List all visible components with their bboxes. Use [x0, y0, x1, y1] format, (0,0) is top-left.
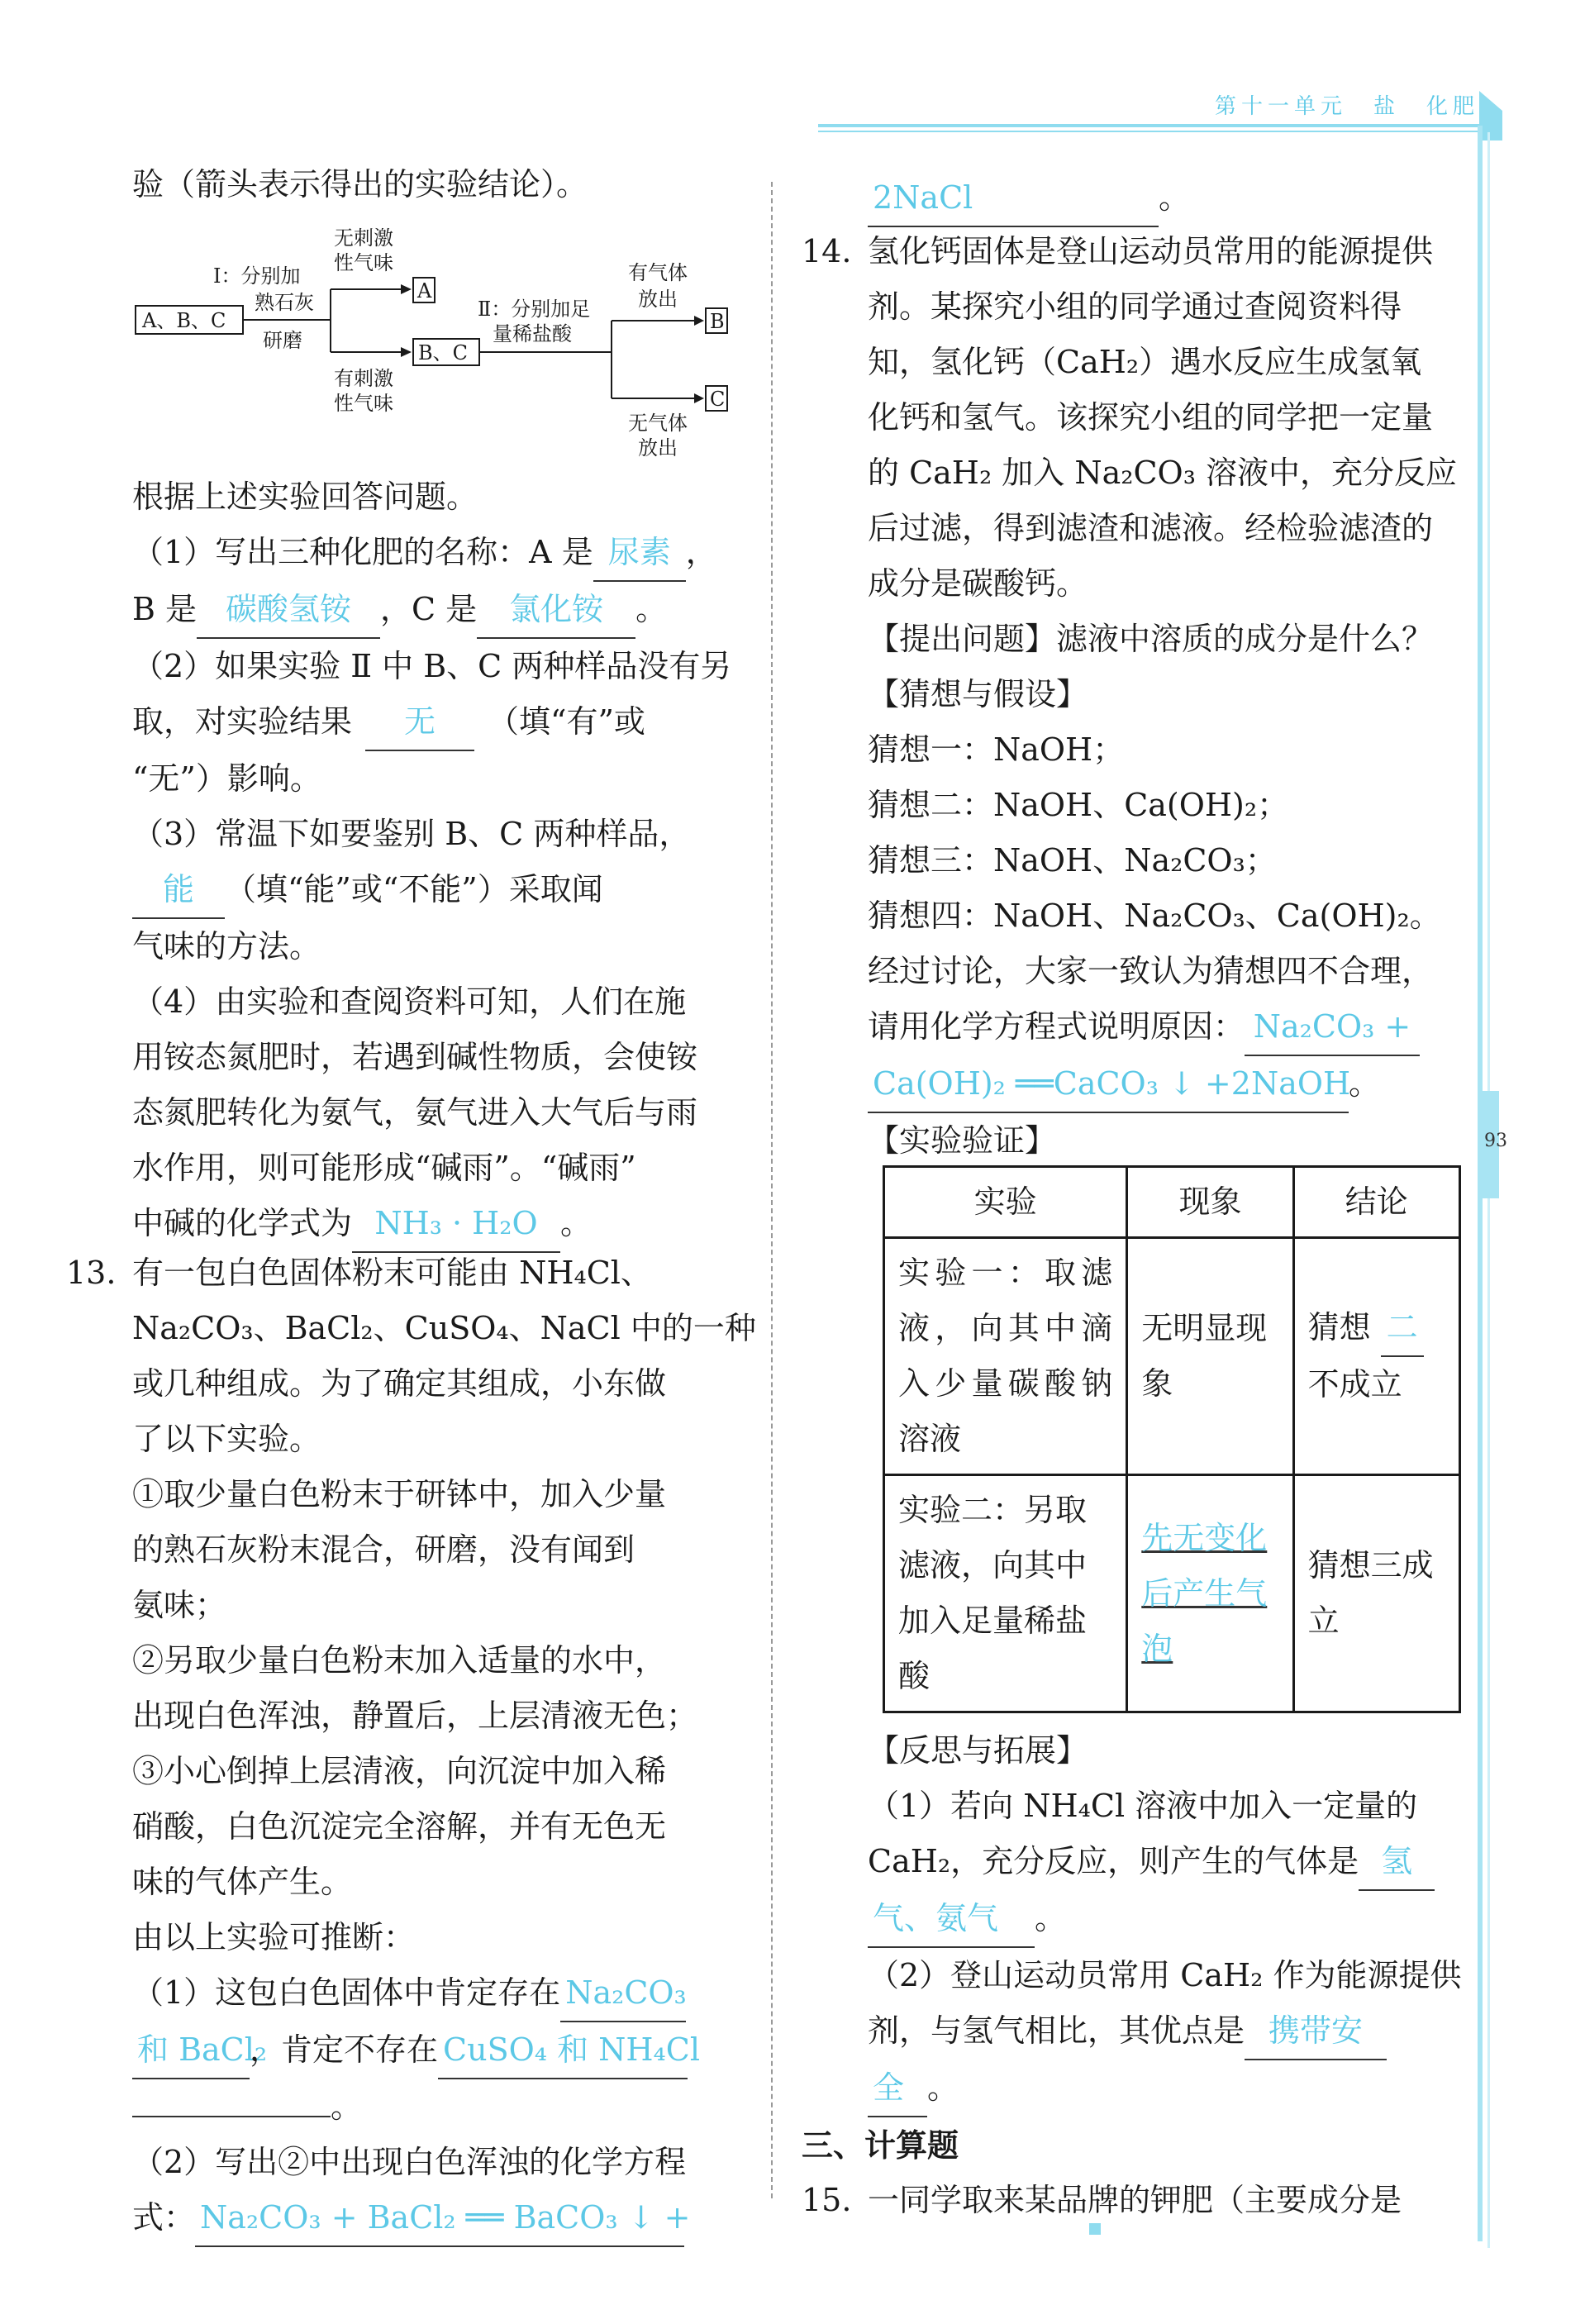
q3-line-a: （3）常温下如要鉴别 B、C 两种样品，: [132, 816, 691, 852]
step1-label-c: 研磨: [263, 329, 302, 352]
infer-line: 由以上实验可推断：: [132, 1919, 416, 1955]
q15-line-a: [802, 2173, 1479, 2228]
q14-line-c: 知，氢化钙（CaH₂）遇水反应生成氢氧: [868, 344, 1422, 380]
q3-answer: 能: [132, 862, 225, 919]
q2-text-b: 取，对实验结果: [132, 703, 353, 740]
row1-conclusion-text-a: 猜想: [1307, 1309, 1371, 1345]
discussion-answer-b: Ca(OH)₂ ══CaCO₃ ↓ +2NaOH: [868, 1056, 1349, 1113]
box-b-label: B: [710, 310, 725, 333]
q14-line-e: 的 CaH₂ 加入 Na₂CO₃ 溶液中，充分反应: [868, 455, 1458, 491]
gas-no-b: 放出: [638, 436, 678, 460]
reflect-heading: 【反思与拓展】: [868, 1732, 1088, 1769]
header-rule: [818, 124, 1481, 127]
gas-yes-b: 放出: [638, 288, 678, 311]
q13-line-b: Na₂CO₃、BaCl₂、CuSO₄、NaCl 中的一种: [132, 1310, 756, 1346]
step1-label-b: 熟石灰: [255, 291, 314, 314]
page-number: 93: [1484, 1131, 1507, 1151]
ask-heading: 【提出问题】滤液中溶质的成分是什么？: [868, 621, 1434, 657]
header-conclusion: 结论: [1293, 1167, 1459, 1238]
experiment-flow-diagram: [132, 223, 744, 463]
q15-text-a: 一同学取来某品牌的钾肥（主要成分是: [868, 2182, 1402, 2218]
unit-header: 第十一单元 盐 化肥: [1215, 94, 1480, 119]
q4-line-b: 用铵态氮肥时，若遇到碱性物质，会使铵: [132, 1039, 698, 1075]
p1-text-b: ，肯定不存在: [250, 2031, 439, 2068]
reflect1-line-b: [802, 1834, 1479, 1891]
reflect2-line-a: （2）登山运动员常用 CaH₂ 作为能源提供: [868, 1957, 1462, 1993]
header-rule-thin: [818, 131, 1481, 132]
reflect1-line-a: （1）若向 NH₄Cl 溶液中加入一定量的: [868, 1788, 1418, 1824]
step3-line-b: 硝酸，白色沉淀完全溶解，并有无色无: [132, 1808, 667, 1845]
row1-conclusion-answer: 二: [1381, 1300, 1424, 1357]
row2-conclusion: 猜想三成立: [1293, 1475, 1459, 1712]
smell-none-a: 无刺激: [334, 226, 393, 250]
q1-answer-c: 氯化铵: [477, 582, 635, 639]
p1-answer-c: CuSO₄ 和 NH₄Cl: [438, 2022, 688, 2079]
q14-line-a: [802, 224, 1479, 279]
q2-answer: 无: [365, 694, 474, 751]
step1-line-b: 的熟石灰粉末混合，研磨，没有闻到: [132, 1531, 635, 1568]
intro-line: 验（箭头表示得出的实验结论）。: [132, 166, 588, 202]
p2-text-b: 式：: [132, 2199, 196, 2236]
q4-line-d: 水作用，则可能形成“碱雨”。“碱雨”: [132, 1150, 636, 1186]
guess-4: 猜想四：NaOH、Na₂CO₃、Ca(OH)₂。: [868, 898, 1441, 934]
q4-text-e: 中碱的化学式为: [132, 1205, 353, 1241]
reflect1-answer-a: 氢: [1359, 1834, 1435, 1891]
step2-label-b: 量稀盐酸: [493, 322, 572, 345]
step1-line-c: 氨味；: [132, 1587, 227, 1623]
discussion-answer-a: Na₂CO₃ +: [1245, 999, 1420, 1056]
continued-answer: 2NaCl: [868, 170, 1159, 227]
p2-line-a: （2）写出②中出现白色浑浊的化学方程: [132, 2144, 687, 2180]
p1-answer-b: 和 BaCl₂: [132, 2022, 250, 2079]
discussion-line-a: 经过讨论，大家一致认为猜想四不合理，: [868, 953, 1434, 989]
right-column-top: [868, 170, 1479, 227]
q13-text-a: 有一包白色固体粉末可能由 NH₄Cl、: [132, 1255, 652, 1291]
q2-line-d: “无”）影响。: [132, 760, 321, 797]
q2-line-a: （2）如果实验 Ⅱ 中 B、C 两种样品没有另: [132, 648, 732, 684]
q3-line-b: [132, 862, 732, 919]
row1-experiment: 实验一：取滤液，向其中滴入少量碳酸钠溶液: [884, 1238, 1127, 1475]
gas-no-a: 无气体: [628, 412, 688, 435]
p1-answer-a: Na₂CO₃: [560, 1965, 686, 2022]
p1-line-a: [66, 1965, 732, 2022]
reflection-section: [802, 1723, 1479, 2228]
q1-text-a: （1）写出三种化肥的名称：A 是: [132, 534, 593, 570]
q3-line-c: 气味的方法。: [132, 928, 321, 964]
q3-text-b: （填“能”或“不能”）采取闻: [225, 871, 603, 907]
reflect1-line-c: 气、氨气 。: [802, 1891, 1479, 1948]
q1-answer-b: 碳酸氢铵: [197, 582, 380, 639]
reflect2-answer-a: 携带安: [1245, 2003, 1387, 2060]
row1-conclusion-text-b: 不成立: [1307, 1366, 1402, 1402]
q1-line-a: （1）写出三种化肥的名称：A 是 尿素 ，: [132, 525, 732, 582]
step2-label-a: Ⅱ：分别加足: [478, 298, 591, 321]
row1-phenomenon: 无明显现象: [1127, 1238, 1293, 1475]
box-abc-label: A、B、C: [142, 309, 226, 332]
step1-line-a: ①取少量白色粉末于研钵中，加入少量: [132, 1476, 667, 1512]
step1-label-a: Ⅰ：分别加: [213, 264, 301, 288]
q2-text-c: （填“有”或: [488, 703, 645, 740]
p1-text-a: （1）这包白色固体中肯定存在: [132, 1974, 561, 2011]
q15-number: 15.: [802, 2182, 852, 2218]
reflect2-line-b: [802, 2003, 1479, 2060]
smell-yes-a: 有刺激: [334, 367, 393, 390]
q4-line-a: （4）由实验和查阅资料可知，人们在施: [132, 983, 687, 1020]
q14-line-f: 后过滤，得到滤渣和滤液。经检验滤渣的: [868, 510, 1434, 546]
experiment-table: [883, 1165, 1461, 1713]
guess-1: 猜想一：NaOH；: [868, 731, 1125, 768]
header-phenomenon: 现象: [1127, 1167, 1293, 1238]
q14-line-g: 成分是碳酸钙。: [868, 565, 1088, 602]
experiment-table-wrap: [868, 1165, 1479, 1713]
smell-yes-b: 性气味: [334, 392, 393, 415]
box-c-label: C: [710, 388, 726, 411]
column-divider: [771, 182, 773, 2198]
q13-line-d: 了以下实验。: [132, 1421, 321, 1457]
q13-line-a: [66, 1245, 732, 1301]
smell-none-b: 性气味: [334, 251, 393, 274]
step3-line-c: 味的气体产生。: [132, 1864, 353, 1900]
reflect1-answer-b: 气、氨气: [868, 1891, 1035, 1948]
box-a-label: A: [417, 279, 432, 302]
corner-tab: [1479, 91, 1502, 140]
q4-line-e: 中碱的化学式为 NH₃ · H₂O 。: [132, 1196, 732, 1253]
p2-answer: Na₂CO₃ + BaCl₂ ══ BaCO₃ ↓ +: [195, 2190, 684, 2247]
step2-line-b: 出现白色浑浊，静置后，上层清液无色；: [132, 1698, 698, 1734]
q1-line-b: B 是 碳酸氢铵 ，C 是 氯化铵 。: [132, 582, 732, 639]
discussion-line-c: Ca(OH)₂ ══CaCO₃ ↓ +2NaOH。: [802, 1056, 1479, 1113]
p1-line-c: 。: [66, 2079, 732, 2135]
continued-answer-line: 2NaCl 。: [868, 170, 1479, 227]
left-column: [132, 157, 732, 212]
question-13: [66, 1245, 756, 2247]
discussion-text-b: 请用化学方程式说明原因：: [868, 1008, 1245, 1045]
table-row: [884, 1238, 1460, 1475]
row2-phenomenon-answer: 先无变化后产生气泡: [1127, 1475, 1293, 1712]
question-intro: 根据上述实验回答问题。: [132, 479, 478, 515]
row2-experiment: 实验二：另取滤液，向其中加入足量稀盐酸: [884, 1475, 1127, 1712]
reflect2-text-b: 剂，与氢气相比，其优点是: [868, 2012, 1245, 2049]
table-header-row: [884, 1167, 1460, 1238]
reflect2-answer-b: 全: [868, 2060, 927, 2117]
q14-number: 14.: [802, 233, 852, 269]
step2-line-a: ②另取少量白色粉末加入适量的水中，: [132, 1642, 667, 1679]
table-row: [884, 1475, 1460, 1712]
reflect1-text-b: CaH₂，充分反应，则产生的气体是: [868, 1843, 1359, 1879]
p2-line-b: [66, 2190, 732, 2247]
question-14: [802, 224, 1479, 1169]
q14-text-a: 氢化钙固体是登山运动员常用的能源提供: [868, 233, 1434, 269]
row1-conclusion: [1293, 1238, 1459, 1475]
q14-line-b: 剂。某探究小组的同学通过查阅资料得: [868, 288, 1402, 325]
q4-line-c: 态氮肥转化为氨气，氨气进入大气后与雨: [132, 1094, 698, 1131]
q1-text-b: B 是: [132, 591, 198, 627]
q13-number: 13.: [66, 1255, 117, 1291]
section-3-heading: 三、计算题: [802, 2126, 959, 2164]
q13-line-c: 或几种组成。为了确定其组成，小东做: [132, 1365, 667, 1402]
verify-heading: 【实验验证】: [868, 1122, 1057, 1159]
q1-text-c: ，C 是: [380, 591, 478, 627]
left-questions: [132, 469, 732, 1253]
guess-heading: 【猜想与假设】: [868, 676, 1088, 712]
header-experiment: 实验: [884, 1167, 1127, 1238]
q14-line-d: 化钙和氢气。该探究小组的同学把一定量: [868, 399, 1434, 436]
q2-line-b: [132, 694, 732, 751]
p1-blank: [132, 2116, 331, 2117]
q4-answer: NH₃ · H₂O: [352, 1196, 560, 1253]
q1-answer-a: 尿素: [593, 525, 686, 582]
gas-yes-a: 有气体: [628, 261, 688, 284]
step3-line-a: ③小心倒掉上层清液，向沉淀中加入稀: [132, 1753, 667, 1789]
p1-line-b: [66, 2022, 732, 2079]
box-bc-label: B、C: [418, 341, 468, 364]
guess-3: 猜想三：NaOH、Na₂CO₃；: [868, 842, 1277, 879]
guess-2: 猜想二：NaOH、Ca(OH)₂；: [868, 787, 1289, 823]
discussion-line-b: [802, 999, 1479, 1056]
reflect2-line-c: 全 。: [802, 2060, 1479, 2117]
